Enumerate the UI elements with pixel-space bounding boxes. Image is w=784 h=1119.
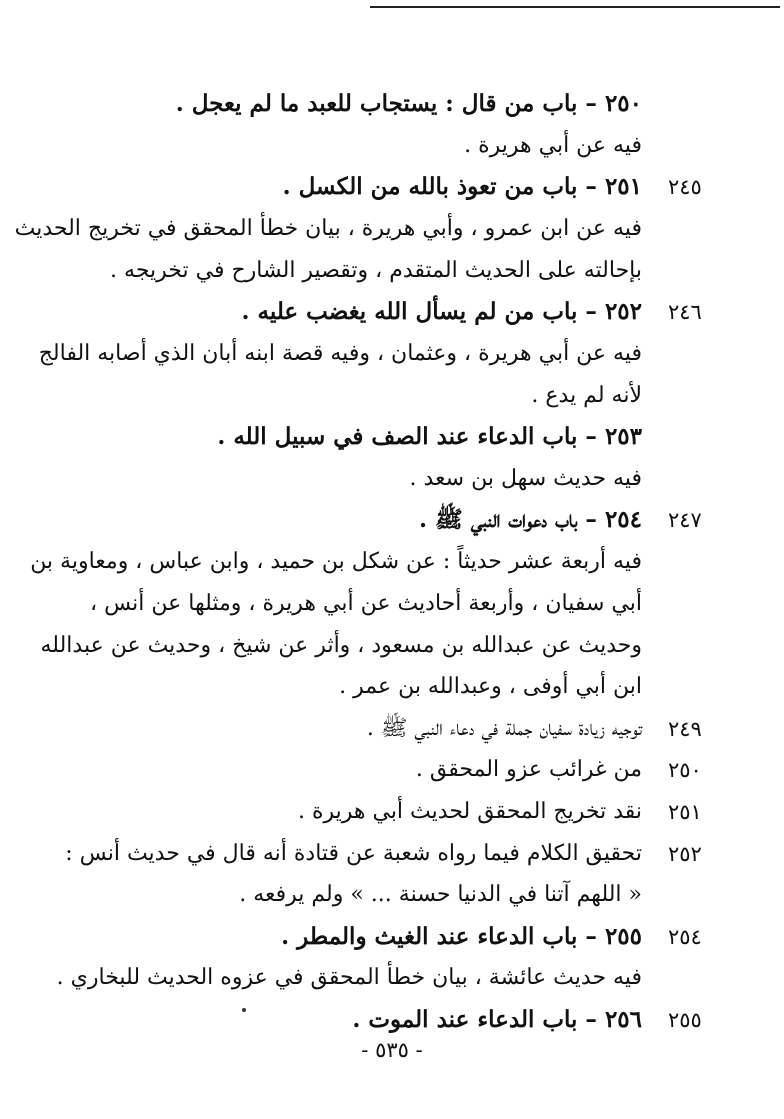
entry-row	[0, 709, 784, 749]
page-ref-number: ٢٤٦	[668, 300, 702, 324]
entry-row	[0, 875, 784, 915]
entry-row	[0, 209, 784, 249]
entry-row	[0, 626, 784, 666]
page-ref-number: ٢٥٥	[668, 1008, 702, 1032]
entry-row	[0, 334, 784, 374]
chapter-heading-row	[0, 417, 784, 457]
entry-text: فيه حديث عائشة ، بيان خطأ المحقق في عزوه الحديث للبخاري .	[56, 965, 642, 990]
entry-text: أبي سفيان ، وأربعة أحاديث عن أبي هريرة ، ومثلها عن أنس ،	[90, 591, 642, 616]
entry-text: فيه حديث سهل بن سعد .	[409, 466, 642, 491]
stray-dot	[242, 1008, 246, 1012]
chapter-heading-row	[0, 84, 784, 124]
page-ref-number: ٢٤٥	[668, 175, 702, 199]
chapter-title: ٢٥٠ – باب من قال : يستجاب للعبد ما لم يعجل .	[175, 90, 642, 117]
page-ref-number: ٢٥٤	[668, 925, 702, 949]
chapter-title: ٢٥١ – باب من تعوذ بالله من الكسل .	[282, 173, 642, 200]
entry-row	[0, 792, 784, 832]
chapter-heading-row	[0, 500, 784, 540]
entry-text: بإحالته على الحديث المتقدم ، وتقصير الشارح في تخريجه .	[110, 258, 642, 283]
entry-text: ابن أبي أوفى ، وعبدالله بن عمر .	[339, 674, 642, 699]
chapter-heading-row	[0, 917, 784, 957]
chapter-title: ٢٥٦ – باب الدعاء عند الموت .	[352, 1006, 642, 1033]
chapter-title: ٢٥٤ – باب دعوات النبي ﷺ .	[418, 506, 642, 533]
entry-text: تحقيق الكلام فيما رواه شعبة عن قتادة أنه قال في حديث أنس :	[65, 841, 642, 866]
entry-text: فيه أربعة عشر حديثاً : عن شكل بن حميد ، وابن عباس ، ومعاوية بن	[30, 549, 642, 574]
chapter-title: ٢٥٢ – باب من لم يسأل الله يغضب عليه .	[241, 298, 642, 325]
entry-text: من غرائب عزو المحقق .	[415, 757, 642, 782]
entry-row	[0, 542, 784, 582]
page-ref-number: ٢٥٠	[668, 758, 702, 782]
page-ref-number: ٢٥٢	[668, 842, 702, 866]
entry-row	[0, 667, 784, 707]
page-ref-number: ٢٤٩	[668, 717, 702, 741]
entry-row	[0, 251, 784, 291]
top-rule	[370, 6, 780, 8]
entry-row	[0, 126, 784, 166]
entry-row	[0, 750, 784, 790]
page-ref-number: ٢٥١	[668, 800, 702, 824]
entry-row	[0, 958, 784, 998]
chapter-heading-row	[0, 167, 784, 207]
entry-text: نقد تخريج المحقق لحديث أبي هريرة .	[297, 799, 642, 824]
page-ref-number: ٢٤٧	[668, 508, 702, 532]
entry-text: فيه عن أبي هريرة .	[464, 133, 642, 158]
entry-row	[0, 834, 784, 874]
chapter-heading-row	[0, 292, 784, 332]
entry-row	[0, 376, 784, 416]
entry-text: توجيه زيادة سفيان جملة في دعاء النبي ﷺ .	[366, 716, 642, 741]
entry-text: « اللهم آتنا في الدنيا حسنة ... » ولم يرفعه .	[239, 882, 642, 907]
chapter-title: ٢٥٣ – باب الدعاء عند الصف في سبيل الله .	[217, 423, 642, 450]
entry-text: فيه عن ابن عمرو ، وأبي هريرة ، بيان خطأ المحقق في تخريج الحديث	[14, 216, 642, 241]
chapter-title: ٢٥٥ – باب الدعاء عند الغيث والمطر .	[281, 923, 642, 950]
entry-text: فيه عن أبي هريرة ، وعثمان ، وفيه قصة ابنه أبان الذي أصابه الفالج	[38, 341, 642, 366]
entry-text: وحديث عن عبدالله بن مسعود ، وأثر عن شيخ ، وحديث عن عبدالله	[40, 633, 642, 658]
entry-text: لأنه لم يدع .	[531, 383, 642, 408]
page-number: - ٥٣٥ -	[361, 1038, 423, 1062]
entry-row	[0, 459, 784, 499]
entry-row	[0, 584, 784, 624]
